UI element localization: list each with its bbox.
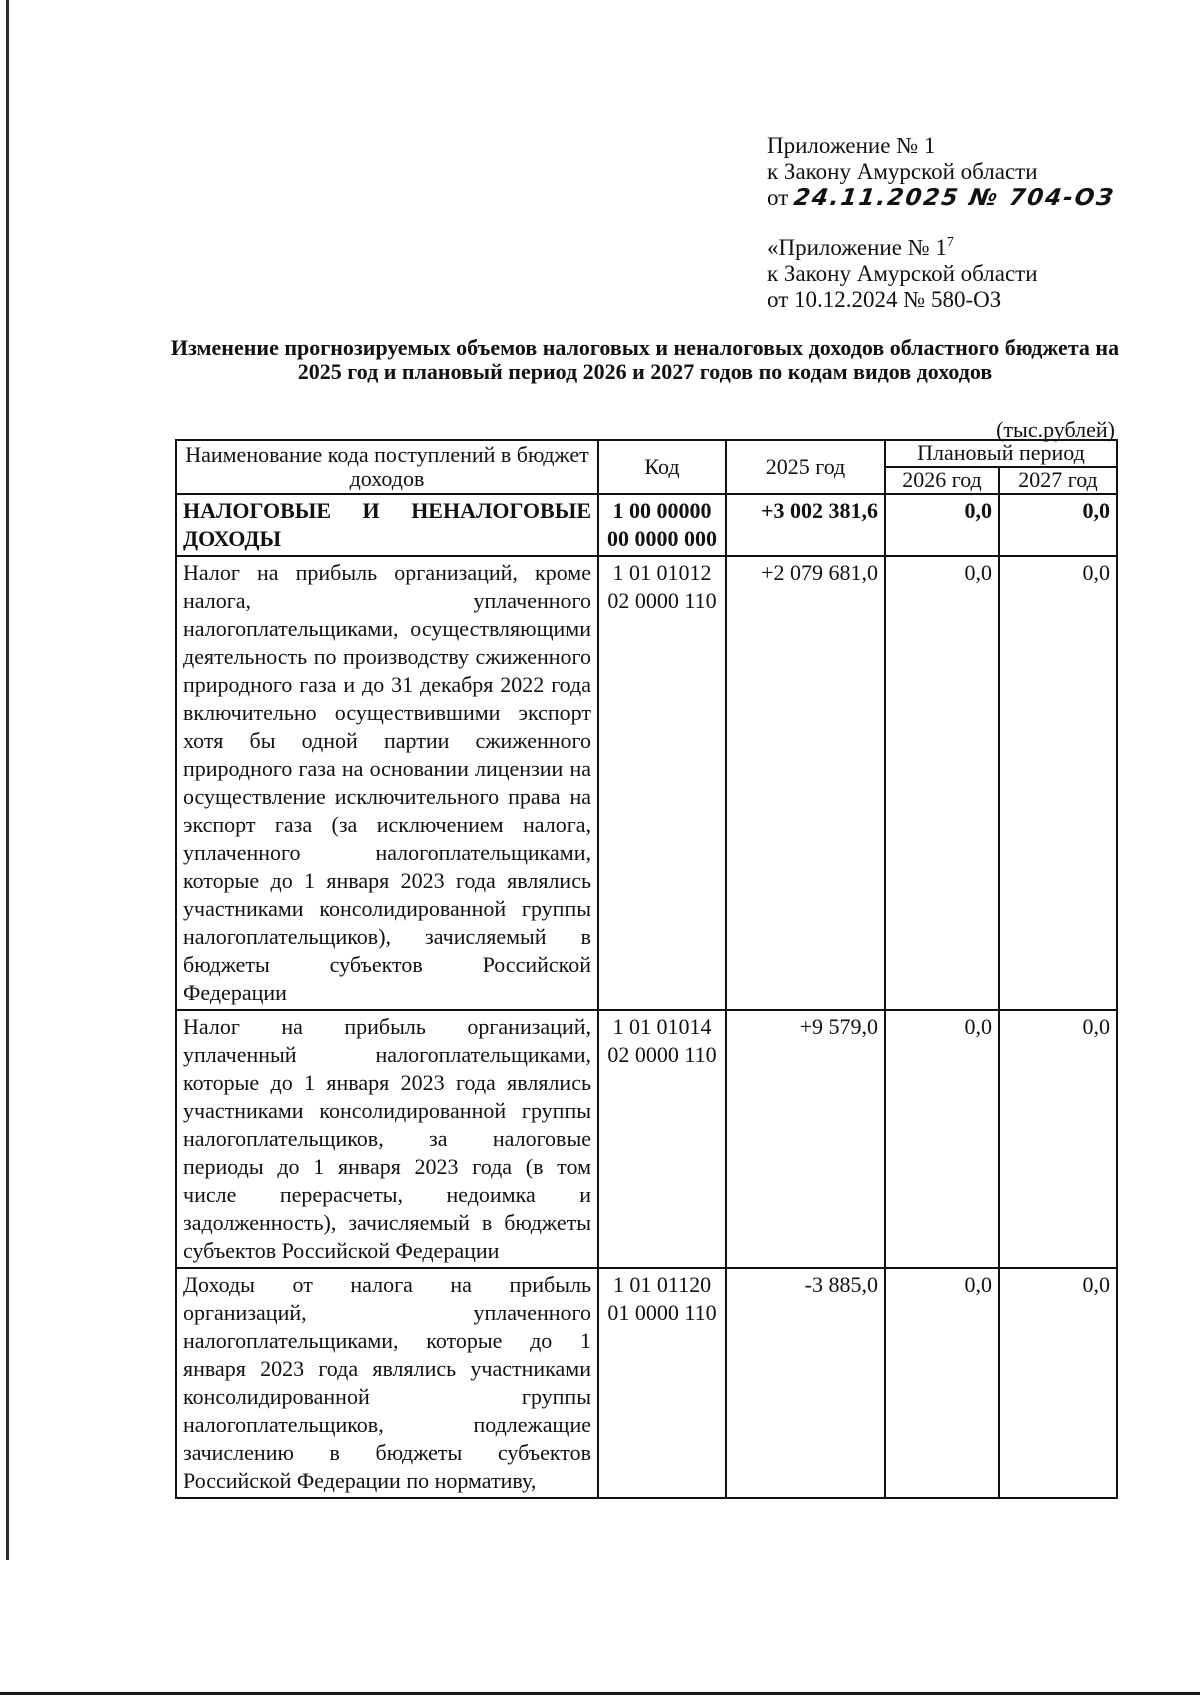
handwritten-law-number: 24.11.2025 № 704-ОЗ: [792, 185, 1117, 211]
row-code: 1 01 01014 02 0000 110: [598, 1010, 726, 1268]
header-2026: 2026 год: [885, 467, 999, 494]
scan-bottom-line: [0, 1692, 1200, 1695]
header-name: Наименование кода поступлений в бюджет доходов: [176, 440, 598, 494]
scan-margin-line: [6, 0, 9, 1560]
document-title: Изменение прогнозируемых объемов налоговых и неналоговых доходов областного бюджета на 2025 год и плановый период 2026 и 2027 годов по кодам видов доходов: [170, 335, 1120, 384]
annex-quote-line-2: к Закону Амурской области: [767, 261, 1038, 286]
row-name: Налог на прибыль организаций, кроме налога, уплаченного налогоплательщиками, осуществляющими деятельность по производству сжиженного природного газа и до 31 декабря 2022 года включительно осуществившими экспорт хотя бы одной партии сжиженного природного газа на основании лицензии на осуществление исключительного права на экспорт газа (за исключением налога, уплаченного налогоплательщиками, которые до 1 января 2023 года являлись участниками консолидированной группы налогоплательщиков), зачисляемый в бюджеты субъектов Российской Федерации: [176, 556, 598, 1010]
row-code: 1 01 01120 01 0000 110: [598, 1268, 726, 1498]
table-row: [176, 494, 1117, 556]
row-name: Доходы от налога на прибыль организаций, уплаченного налогоплательщиками, которые до 1 января 2023 года являлись участниками консолидированной группы налогоплательщиков, подлежащие зачислению в бюджеты субъектов Российской Федерации по нормативу,: [176, 1268, 598, 1498]
row-name: Налог на прибыль организаций, уплаченный налогоплательщиками, которые до 1 января 2023 года являлись участниками консолидированной группы налогоплательщиков, за налоговые периоды до 1 января 2023 года (в том числе перерасчеты, недоимка и задолженность), зачисляемый в бюджеты субъектов Российской Федерации: [176, 1010, 598, 1268]
row-2026: 0,0: [885, 556, 999, 1010]
row-2025: -3 885,0: [726, 1268, 885, 1498]
row-2025: +2 079 681,0: [726, 556, 885, 1010]
row-2026: 0,0: [885, 494, 999, 556]
revenue-table: [175, 439, 1118, 1499]
table-row: [176, 1010, 1117, 1268]
table-row: [176, 556, 1117, 1010]
units-label: (тыс.рублей): [996, 417, 1115, 442]
header-code: Код: [598, 440, 726, 494]
row-2025: +3 002 381,6: [726, 494, 885, 556]
annex-line-3: [767, 185, 1115, 211]
header-2027: 2027 год: [999, 467, 1117, 494]
row-2027: 0,0: [999, 1010, 1117, 1268]
row-2026: 0,0: [885, 1268, 999, 1498]
row-2027: 0,0: [999, 494, 1117, 556]
annex-quote: [767, 235, 1038, 313]
annex-quote-line-3: от 10.12.2024 № 580-ОЗ: [767, 287, 1002, 312]
table-row: [176, 1268, 1117, 1498]
annex-quote-superscript: 7: [946, 235, 954, 250]
header-planned-period: Плановый период: [885, 440, 1117, 467]
header-2025: 2025 год: [726, 440, 885, 494]
row-2026: 0,0: [885, 1010, 999, 1268]
table-header-row: [176, 440, 1117, 467]
annex-reference: [767, 133, 1115, 211]
row-name: НАЛОГОВЫЕ И НЕНАЛОГОВЫЕ ДОХОДЫ: [176, 494, 598, 556]
row-2025: +9 579,0: [726, 1010, 885, 1268]
annex-line-2: к Закону Амурской области: [767, 159, 1038, 184]
annex-line-1: Приложение № 1: [767, 133, 936, 158]
row-code: 1 00 00000 00 0000 000: [598, 494, 726, 556]
row-2027: 0,0: [999, 1268, 1117, 1498]
row-code: 1 01 01012 02 0000 110: [598, 556, 726, 1010]
annex-quote-line-1: «Приложение № $1^7$: [767, 235, 954, 260]
annex-date-prefix: от: [767, 185, 789, 210]
row-2027: 0,0: [999, 556, 1117, 1010]
